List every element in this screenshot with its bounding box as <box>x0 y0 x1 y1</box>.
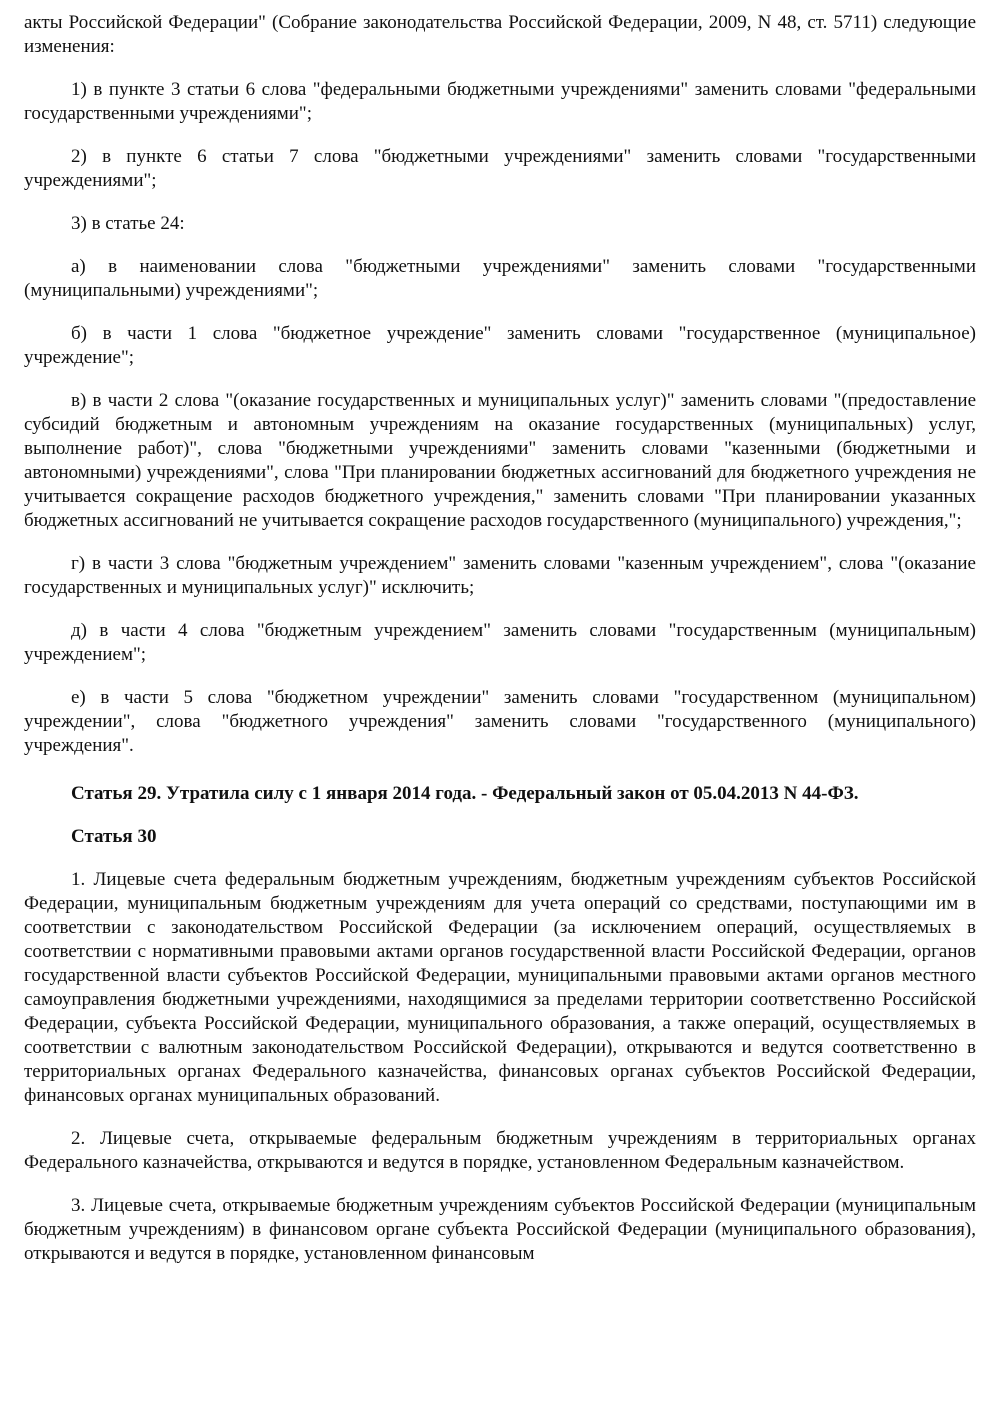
paragraph-item-3e: е) в части 5 слова "бюджетном учреждении" заменить словами "государственном (муниципальном) учреждении", слова "бюджетного учреждения" заменить словами "государственного (муниципального) учреждения". <box>24 687 976 756</box>
paragraph-item-1: 1) в пункте 3 статьи 6 слова "федеральными бюджетными учреждениями" заменить словами "федеральными государственными учреждениями"; <box>24 79 976 124</box>
document-body <box>24 11 976 1285</box>
paragraph-item-3: 3) в статье 24: <box>71 213 185 234</box>
article-30-heading: Статья 30 <box>71 826 157 847</box>
paragraph-item-2: 2) в пункте 6 статьи 7 слова "бюджетными учреждениями" заменить словами "государственными учреждениями"; <box>24 146 976 191</box>
paragraph-continuation: акты Российской Федерации" (Собрание законодательства Российской Федерации, 2009, N 48, ст. 5711) следующие изменения: <box>24 12 976 57</box>
paragraph-item-3v: в) в части 2 слова "(оказание государственных и муниципальных услуг)" заменить словами "(предоставление субсидий бюджетным и автономным учреждениям на оказание государственных (муниципальных) услуг, выполнение работ)", слова "бюджетными учреждениями" заменить словами "казенными (бюджетными и автономными) учреждениями", слова "При планировании бюджетных ассигнований для бюджетного учреждения не учитывается сокращение расходов бюджетного учреждения," заменить словами "При планировании указанных бюджетных ассигнований не учитывается сокращение расходов государственного (муниципального) учреждения,"; <box>24 390 976 531</box>
paragraph-item-3d: д) в части 4 слова "бюджетным учреждением" заменить словами "государственным (муниципальным) учреждением"; <box>24 620 976 665</box>
article-29-heading: Статья 29. Утратила силу с 1 января 2014 года. - Федеральный закон от 05.04.2013 N 44-ФЗ. <box>71 783 859 804</box>
article-30-paragraph-1: 1. Лицевые счета федеральным бюджетным учреждениям, бюджетным учреждениям субъектов Российской Федерации, муниципальным бюджетным учреждениям для учета операций со средствами, поступающими им в соответствии с законодательством Российской Федерации (за исключением операций, осуществляемых в соответствии с нормативными правовыми актами органов государственной власти Российской Федерации, органов государственной власти субъектов Российской Федерации, муниципальными правовыми актами органов местного самоуправления бюджетными учреждениями, находящимися за пределами территории соответственно Российской Федерации, субъекта Российской Федерации, муниципального образования, а также операций, осуществляемых в соответствии с валютным законодательством Российской Федерации), открываются и ведутся соответственно в территориальных органах Федерального казначейства, финансовых органах субъектов Российской Федерации, финансовых органах муниципальных образований. <box>24 869 976 1106</box>
paragraph-item-3b: б) в части 1 слова "бюджетное учреждение" заменить словами "государственное (муниципальное) учреждение"; <box>24 323 976 368</box>
article-30-paragraph-3: 3. Лицевые счета, открываемые бюджетным учреждениям субъектов Российской Федерации (муниципальным бюджетным учреждениям) в финансовом органе субъекта Российской Федерации (муниципального образования), открываются и ведутся в порядке, установленном финансовым <box>24 1195 976 1264</box>
article-30-paragraph-2: 2. Лицевые счета, открываемые федеральным бюджетным учреждениям в территориальных органах Федерального казначейства, открываются и ведутся в порядке, установленном Федеральным казначейством. <box>24 1128 976 1173</box>
paragraph-item-3g: г) в части 3 слова "бюджетным учреждением" заменить словами "казенным учреждением", слова "(оказание государственных и муниципальных услуг)" исключить; <box>24 553 976 598</box>
paragraph-item-3a: а) в наименовании слова "бюджетными учреждениями" заменить словами "государственными (муниципальными) учреждениями"; <box>24 256 976 301</box>
